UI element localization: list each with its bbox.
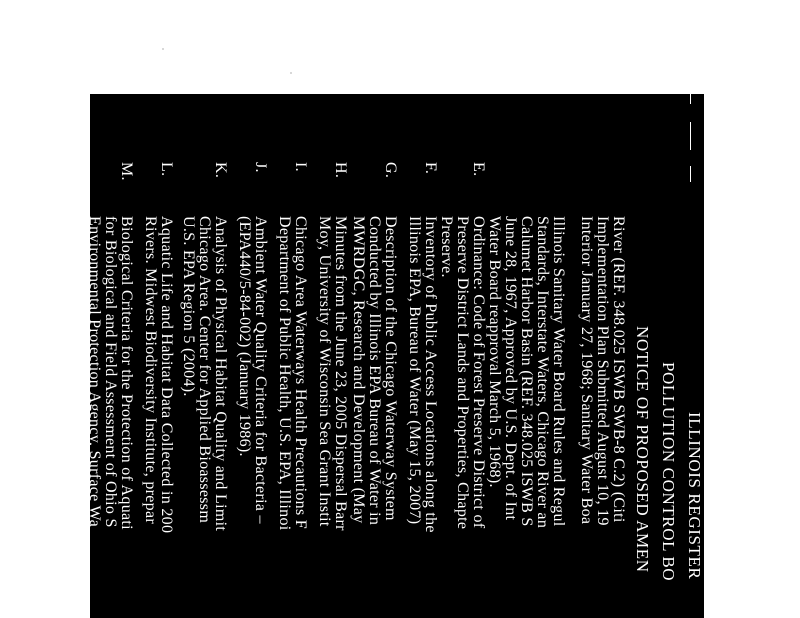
body-line: Implementation Plan Submitted August 10, 19 (594, 216, 611, 526)
body-line: Rivers. Midwest Biodiversity Institute, prepar (142, 216, 159, 524)
body-line: Ordinance: Code of Forest Preserve District of (470, 216, 487, 529)
item-label-f: F. (422, 162, 439, 175)
body-line: Analysis of Physical Habitat Quality and Limit (212, 216, 229, 532)
body-line: Preserve District Lands and Properties, Chapte (454, 216, 471, 530)
body-line: Ambient Water Quality Criteria for Bacteria – (252, 216, 269, 524)
item-label-k: K. (212, 162, 229, 179)
header-rule (690, 122, 691, 150)
body-line: MWRDGC, Research and Development (May (350, 216, 367, 524)
item-label-j: J. (252, 162, 269, 173)
body-line: for Biological and Field Assessment of Ohio S (102, 216, 119, 528)
item-label-g: G. (382, 162, 399, 179)
body-line: Description of the Chicago Waterway System (382, 216, 399, 521)
body-line: Calumet Harbor Basin (REF. 348.025 ISWB S (518, 216, 535, 527)
item-label-e: E. (470, 162, 487, 177)
body-line: Standards, Interstate Waters, Chicago River an (534, 216, 551, 529)
header-rule (690, 166, 691, 182)
header-rule (690, 94, 691, 104)
body-line: Illinois EPA, Bureau of Water (May 15, 2007) (406, 216, 423, 525)
body-line: Interior January 27, 1968; Sanitary Water Boa (578, 216, 595, 525)
item-label-h: H. (332, 162, 349, 179)
body-line: (EPA440/5-84-002) (January 1986). (236, 216, 253, 457)
scan-speck (290, 72, 292, 74)
body-line: Preserve. (438, 216, 455, 278)
body-line: Minutes from the June 23, 2005 Dispersal Barr (332, 216, 349, 531)
body-line: Conducted by Illinois EPA Bureau of Water in (366, 216, 383, 526)
body-line: Department of Public Health, U.S. EPA, Illinoi (276, 216, 293, 531)
item-label-m: M. (118, 162, 135, 181)
scanned-page (86, 94, 704, 618)
body-line: Chicago Area Waterways Health Precautions F (292, 216, 309, 530)
register-title: ILLINOIS REGISTER (685, 412, 704, 580)
body-line: River (REF. 348.025 ISWB SWB-8 C.2) (Citi (610, 216, 627, 523)
body-line: U.S. EPA Region 5 (2004). (180, 216, 197, 397)
item-label-i: I. (292, 162, 309, 172)
body-line: Water Board reapproval March 5, 1968). (486, 216, 503, 488)
body-line: Chicago Area. Center for Applied Bioassessm (196, 216, 213, 524)
body-line: Environmental Protection Agency, Surface Wa (86, 216, 103, 528)
body-line: Moy, University of Wisconsin Sea Grant Instit (316, 216, 333, 527)
item-label-l: L. (158, 162, 175, 177)
body-line: Biological Criteria for the Protection of Aquati (118, 216, 135, 530)
board-title: POLLUTION CONTROL BO (659, 362, 678, 582)
scan-speck (162, 48, 164, 50)
body-line: Illinois Sanitary Water Board Rules and Regul (550, 216, 567, 527)
body-line: Inventory of Public Access Locations along the (422, 216, 439, 533)
body-line: June 28, 1967, Approved by U.S. Dept. of Int (502, 216, 519, 521)
body-line: Aquatic Life and Habitat Data Collected in 200 (158, 216, 175, 534)
notice-title: NOTICE OF PROPOSED AMEN (633, 326, 652, 573)
